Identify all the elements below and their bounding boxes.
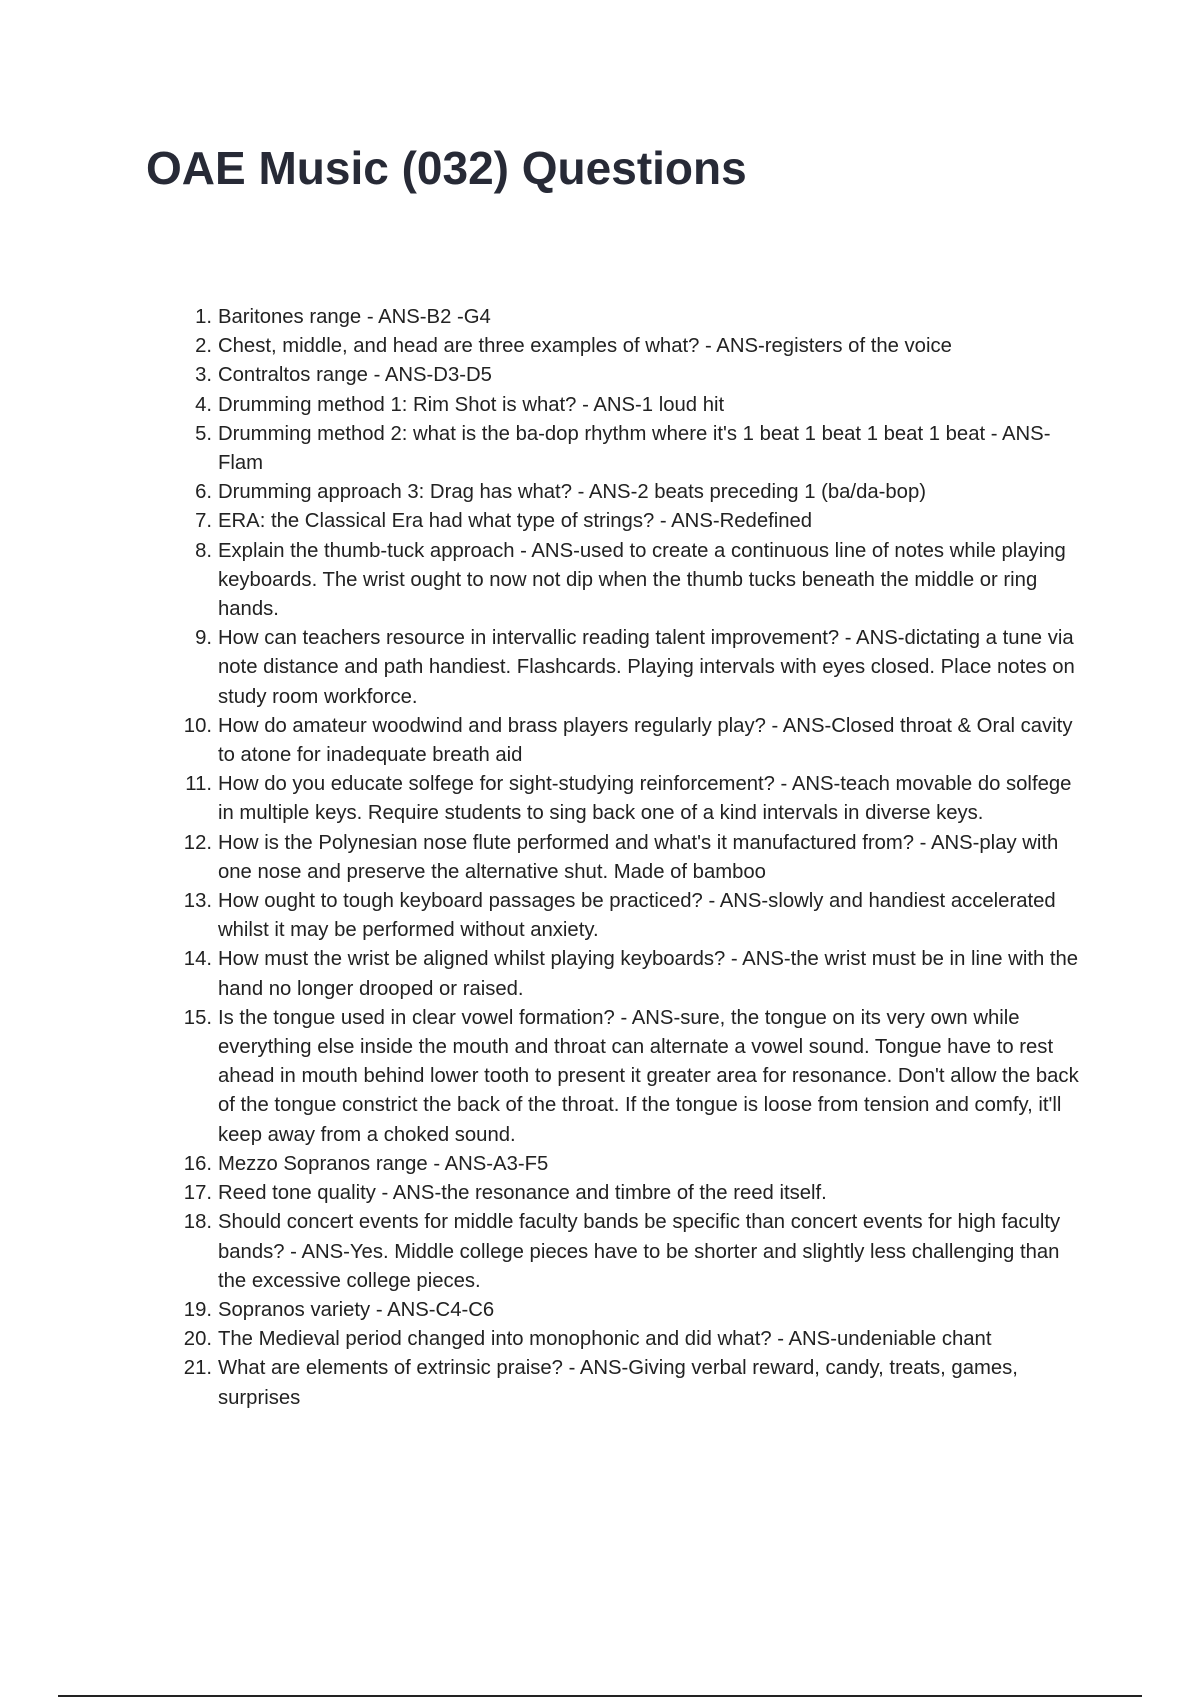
item-number: 12.	[183, 831, 212, 854]
list-item	[176, 624, 1086, 712]
item-text: How must the wrist be aligned whilst playing keyboards? - ANS-the wrist must be in line with the hand no longer drooped or raised.	[218, 948, 1079, 1000]
item-number: 11.	[185, 773, 212, 796]
list-item	[176, 1296, 1086, 1325]
list-item	[176, 770, 1086, 828]
page-title: OAE Music (032) Questions	[146, 142, 747, 194]
list-item	[176, 1179, 1086, 1208]
item-text: The Medieval period changed into monophonic and did what? - ANS-undeniable chant	[218, 1328, 992, 1351]
item-number: 2.	[195, 335, 212, 358]
list-item	[176, 332, 1086, 361]
item-text: How ought to tough keyboard passages be practiced? - ANS-slowly and handiest accelerated whilst it may be performed without anxiety.	[218, 890, 1056, 942]
list-item	[176, 1208, 1086, 1296]
item-number: 13.	[183, 890, 212, 913]
item-text: Baritones range - ANS-B2 -G4	[218, 306, 491, 328]
item-text: How can teachers resource in intervallic reading talent improvement? - ANS-dictating a tune via note distance and path handiest. Flashcards. Playing intervals with eyes closed. Place notes on study room workforce.	[218, 627, 1075, 708]
item-text: How is the Polynesian nose flute performed and what's it manufactured from? - ANS-play with one nose and preserve the alternative shut. Made of bamboo	[218, 831, 1059, 883]
item-number: 6.	[195, 481, 212, 504]
item-number: 21.	[183, 1357, 212, 1380]
item-text: How do amateur woodwind and brass players regularly play? - ANS-Closed throat & Oral cavity to atone for inadequate breath aid	[218, 714, 1073, 767]
item-text: Is the tongue used in clear vowel formation? - ANS-sure, the tongue on its very own while everything else inside the mouth and throat can alternate a vowel sound. Tongue have to rest ahead in mouth behind lower tooth to present it greater area for resonance. Don't allow the back of the tongue constrict the back of the throat. If the tongue is loose from tension and comfy, it'll keep away from a choked sound.	[218, 1006, 1079, 1146]
item-text: Mezzo Sopranos range - ANS-A3-F5	[218, 1152, 549, 1175]
list-item	[176, 712, 1086, 770]
item-number: 14.	[183, 948, 212, 971]
list-item	[176, 361, 1086, 390]
list-item	[176, 420, 1086, 478]
item-text: ERA: the Classical Era had what type of strings? - ANS-Redefined	[218, 510, 813, 533]
item-number: 16.	[183, 1152, 212, 1175]
list-item	[176, 391, 1086, 420]
list-item	[176, 537, 1086, 625]
list-item	[176, 303, 1086, 332]
item-text: Contraltos range - ANS-D3-D5	[218, 364, 492, 387]
item-number: 19.	[183, 1298, 212, 1321]
item-number: 15.	[183, 1006, 212, 1029]
footer-divider	[58, 1695, 1142, 1697]
item-number: 1.	[195, 306, 212, 328]
item-text: Chest, middle, and head are three examples of what? - ANS-registers of the voice	[218, 335, 952, 358]
item-number: 7.	[195, 510, 212, 533]
list-item	[176, 478, 1086, 507]
item-text: Should concert events for middle faculty bands be specific than concert events for high faculty bands? - ANS-Yes. Middle college pieces have to be shorter and slightly less challenging than the excessive college pieces.	[218, 1211, 1061, 1292]
item-number: 9.	[195, 627, 212, 650]
item-text: What are elements of extrinsic praise? - ANS-Giving verbal reward, candy, treats, games, surprises	[218, 1357, 1018, 1409]
list-item	[176, 945, 1086, 1003]
list-item	[176, 887, 1086, 945]
question-list	[176, 303, 1086, 1413]
item-number: 18.	[183, 1211, 212, 1234]
item-text: Sopranos variety - ANS-C4-C6	[218, 1298, 495, 1321]
list-item	[176, 1150, 1086, 1179]
item-number: 20.	[183, 1328, 212, 1351]
item-number: 8.	[195, 539, 212, 562]
list-item	[176, 1354, 1086, 1412]
item-text: Drumming approach 3: Drag has what? - ANS-2 beats preceding 1 (ba/da-bop)	[218, 481, 926, 504]
item-text: Drumming method 1: Rim Shot is what? - ANS-1 loud hit	[218, 393, 725, 416]
item-text: Explain the thumb-tuck approach - ANS-used to create a continuous line of notes while playing keyboards. The wrist ought to now not dip when the thumb tucks beneath the middle or ring hands.	[218, 539, 1066, 621]
item-text: Drumming method 2: what is the ba-dop rhythm where it's 1 beat 1 beat 1 beat 1 beat - ANS-Flam	[218, 422, 1051, 475]
item-text: Reed tone quality - ANS-the resonance and timbre of the reed itself.	[218, 1182, 827, 1205]
item-number: 5.	[195, 422, 212, 445]
item-number: 3.	[195, 364, 212, 387]
item-number: 10.	[183, 714, 212, 737]
list-item	[176, 1004, 1086, 1150]
list-item	[176, 507, 1086, 536]
item-number: 17.	[183, 1182, 212, 1205]
item-number: 4.	[195, 393, 212, 416]
item-text: How do you educate solfege for sight-studying reinforcement? - ANS-teach movable do solfege in multiple keys. Require students to sing back one of a kind intervals in diverse keys.	[218, 773, 1072, 825]
list-item	[176, 1325, 1086, 1354]
list-item	[176, 829, 1086, 887]
